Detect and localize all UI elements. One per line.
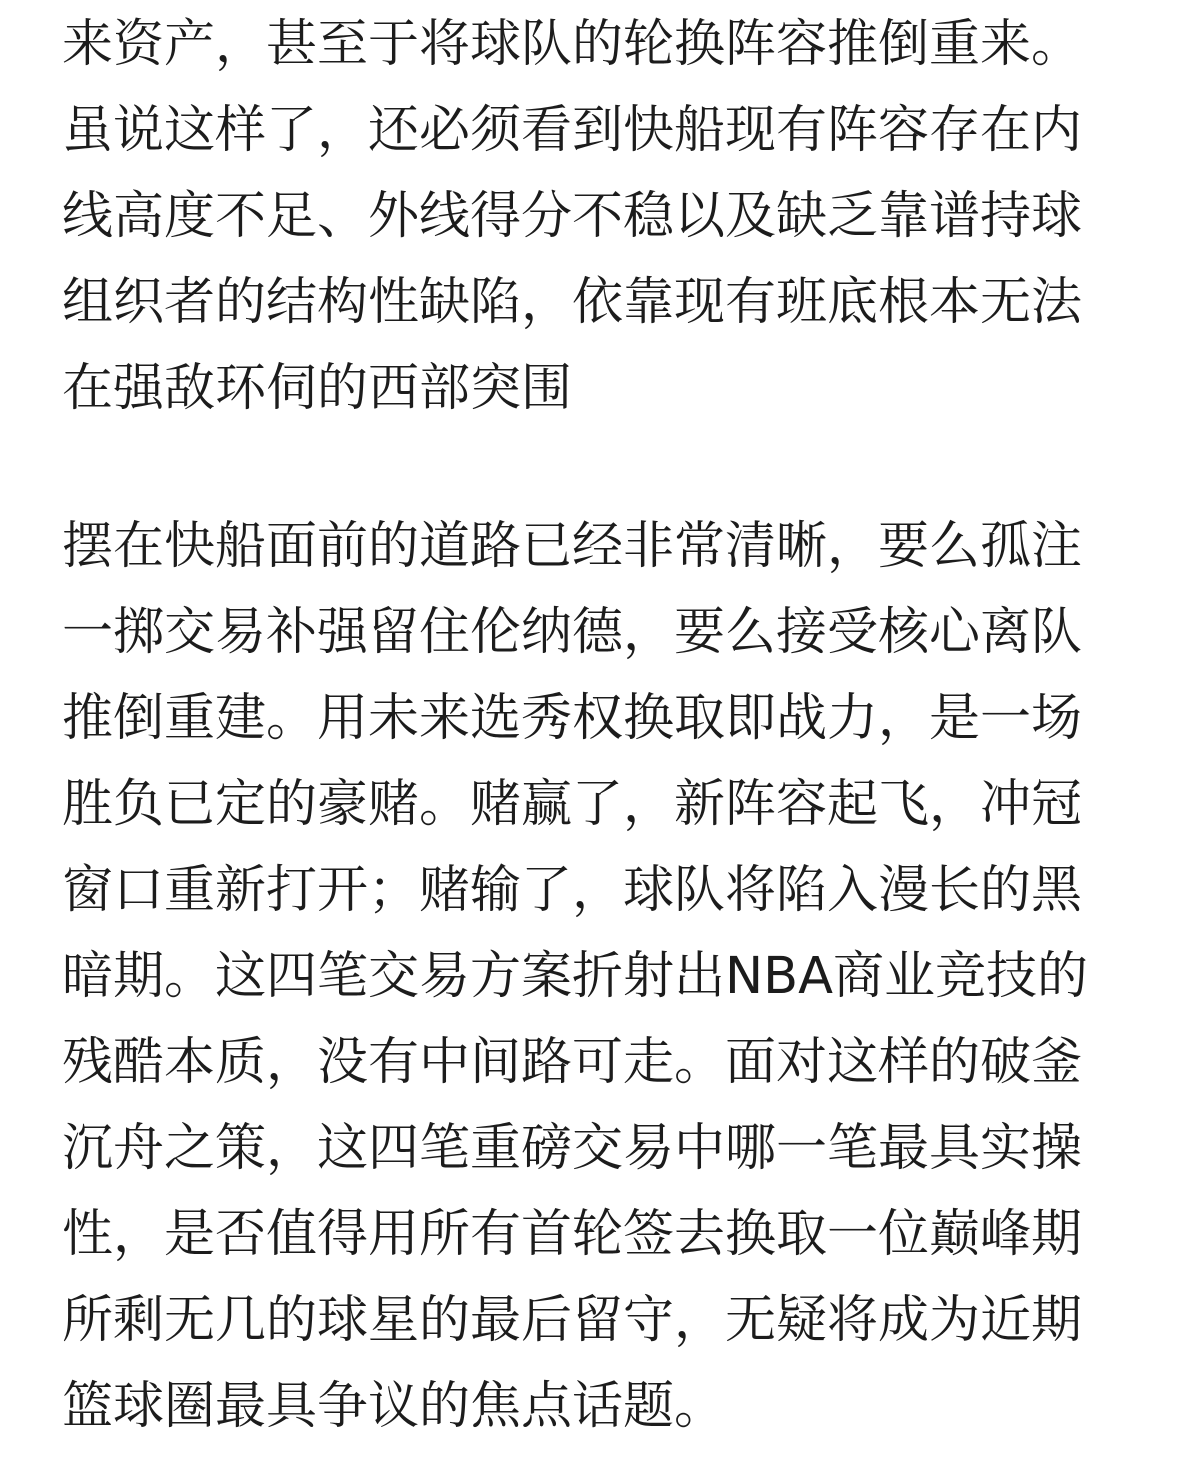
text-line: 推倒重建。用未来选秀权换取即战力，是一场 <box>62 689 1083 748</box>
text-line: 线高度不足、外线得分不稳以及缺乏靠谱持球 <box>62 187 1083 246</box>
text-line: 胜负已定的豪赌。赌赢了，新阵容起飞，冲冠 <box>62 775 1083 834</box>
text-line: 所剩无几的球星的最后留守，无疑将成为近期 <box>62 1291 1083 1350</box>
text-line: 残酷本质，没有中间路可走。面对这样的破釜 <box>62 1033 1083 1092</box>
text-line: 沉舟之策，这四笔重磅交易中哪一笔最具实操 <box>62 1119 1083 1178</box>
text-line: 组织者的结构性缺陷，依靠现有班底根本无法 <box>62 273 1083 332</box>
text-line: 摆在快船面前的道路已经非常清晰，要么孤注 <box>62 517 1083 576</box>
text-line: 一掷交易补强留住伦纳德，要么接受核心离队 <box>62 603 1083 662</box>
text-line: 在强敌环伺的西部突围 <box>62 359 573 418</box>
text-line: 性，是否值得用所有首轮签去换取一位巅峰期 <box>62 1205 1083 1264</box>
text-line: 虽说这样了，还必须看到快船现有阵容存在内 <box>62 101 1083 160</box>
text-line: 窗口重新打开；赌输了，球队将陷入漫长的黑 <box>62 861 1083 920</box>
text-line: 篮球圈最具争议的焦点话题。 <box>62 1377 726 1436</box>
text-line: 来资产，甚至于将球队的轮换阵容推倒重来。 <box>62 15 1083 74</box>
text-line: 暗期。这四笔交易方案折射出NBA商业竞技的 <box>62 947 1089 1006</box>
